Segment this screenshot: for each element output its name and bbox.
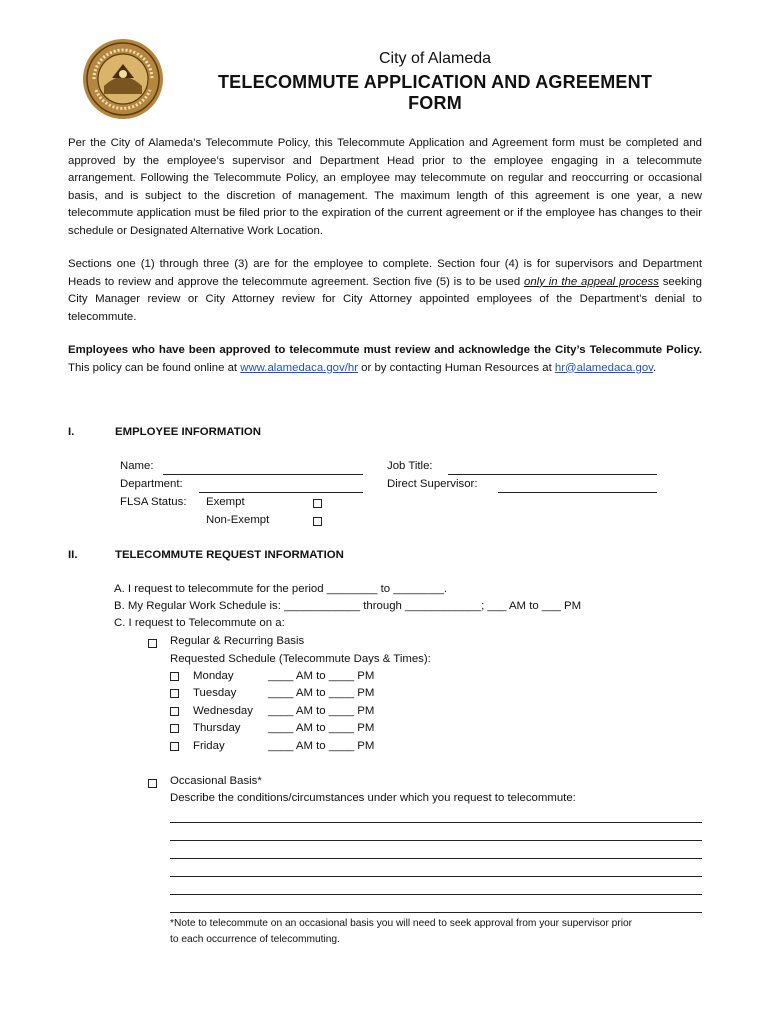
section-1-number: I. <box>68 426 75 438</box>
day-label: Thursday <box>193 722 241 734</box>
day-time: ____ AM to ____ PM <box>268 670 375 682</box>
requested-schedule-label: Requested Schedule (Telecommute Days & Times): <box>170 653 431 665</box>
policy-text-2: or by contacting Human Resources at <box>358 361 555 374</box>
day-label: Tuesday <box>193 687 237 699</box>
conditions-line-5[interactable] <box>170 894 702 895</box>
non-exempt-label: Non-Exempt <box>206 514 270 526</box>
non-exempt-checkbox[interactable] <box>313 513 322 531</box>
name-label: Name: <box>120 460 154 472</box>
sections-text-end: seeking City Manager review or City Attorney review for City Attorney appointed employees of the Department’s denial to telecommute. <box>68 275 702 323</box>
describe-conditions-label: Describe the conditions/circumstances under which you request to telecommute: <box>170 792 576 804</box>
intro-paragraph-1: Per the City of Alameda’s Telecommute Policy, this Telecommute Application and Agreement form must be completed and approved by the employee’s supervisor and Department Head prior to the employee engaging in a telecommute arrangement. Following the Telecommute Policy, an employee may telecommute on regular and reoccurring or occasional basis, and is subject to the discretion of management. The maximum length of this agreement is one year, a new telecommute application must be filed prior to the expiration of the current agreement or if the employee has changes to their schedule or Designated Alternative Work Location. <box>68 137 702 237</box>
item-c-request-type: C. I request to Telecommute on a: <box>114 617 285 629</box>
job-title-field[interactable] <box>448 474 657 475</box>
intro-paragraph-3 <box>68 342 702 377</box>
regular-basis-checkbox[interactable] <box>148 635 157 653</box>
section-2-number: II. <box>68 549 78 561</box>
day-time: ____ AM to ____ PM <box>268 722 375 734</box>
item-b-regular-schedule: B. My Regular Work Schedule is: ____________ through ____________; ___ AM to ___ PM <box>114 600 582 612</box>
conditions-line-4[interactable] <box>170 876 702 877</box>
name-field[interactable] <box>163 474 363 475</box>
city-seal-logo <box>82 38 164 120</box>
note-line-2: to each occurrence of telecommuting. <box>170 934 340 945</box>
item-a-period: A. I request to telecommute for the period ________ to ________. <box>114 583 448 595</box>
exempt-label: Exempt <box>206 496 245 508</box>
hr-email-link[interactable]: hr@alamedaca.gov <box>554 361 654 374</box>
section-2-title: TELECOMMUTE REQUEST INFORMATION <box>115 549 344 561</box>
sections-text: Sections one (1) through three (3) are for the employee to complete. Section four (4) is for supervisors and Department Heads to review and approve the telecommute agreement. Section five (5) is to be used <box>68 258 702 288</box>
day-time: ____ AM to ____ PM <box>268 705 375 717</box>
occasional-basis-label: Occasional Basis* <box>170 775 262 787</box>
flsa-status-label: FLSA Status: <box>120 496 187 508</box>
day-label: Wednesday <box>193 705 253 717</box>
note-line-1: *Note to telecommute on an occasional basis you will need to seek approval from your supervisor prior <box>170 918 633 929</box>
department-field[interactable] <box>199 492 363 493</box>
friday-checkbox[interactable] <box>170 742 179 751</box>
day-time: ____ AM to ____ PM <box>268 740 375 752</box>
job-title-label: Job Title: <box>387 460 433 472</box>
occasional-basis-checkbox[interactable] <box>148 775 157 793</box>
day-label: Friday <box>193 740 225 752</box>
form-title: TELECOMMUTE APPLICATION AND AGREEMENT FORM <box>217 72 653 113</box>
intro-paragraph-2 <box>68 256 702 326</box>
direct-supervisor-label: Direct Supervisor: <box>387 478 478 490</box>
policy-text-end: . <box>653 361 657 374</box>
direct-supervisor-field[interactable] <box>498 492 657 493</box>
conditions-line-6[interactable] <box>170 912 702 913</box>
city-name: City of Alameda <box>378 50 492 67</box>
hr-website-link[interactable]: www.alamedaca.gov/hr <box>240 361 358 374</box>
regular-basis-label: Regular & Recurring Basis <box>170 635 305 647</box>
wednesday-checkbox[interactable] <box>170 707 179 716</box>
appeal-process-emphasis: only in the appeal process <box>524 275 659 288</box>
section-1-title: EMPLOYEE INFORMATION <box>115 426 261 438</box>
tuesday-checkbox[interactable] <box>170 689 179 698</box>
policy-notice-bold: Employees who have been approved to telecommute must review and acknowledge the City’s Telecommute Policy. <box>68 344 702 356</box>
conditions-line-2[interactable] <box>170 840 702 841</box>
exempt-checkbox[interactable] <box>313 495 322 513</box>
thursday-checkbox[interactable] <box>170 724 179 733</box>
occasional-note <box>170 916 632 948</box>
conditions-line-3[interactable] <box>170 858 702 859</box>
policy-text: This policy can be found online at <box>68 361 241 374</box>
conditions-line-1[interactable] <box>170 822 702 823</box>
department-label: Department: <box>120 478 183 490</box>
monday-checkbox[interactable] <box>170 672 179 681</box>
day-label: Monday <box>193 670 234 682</box>
day-time: ____ AM to ____ PM <box>268 687 375 699</box>
